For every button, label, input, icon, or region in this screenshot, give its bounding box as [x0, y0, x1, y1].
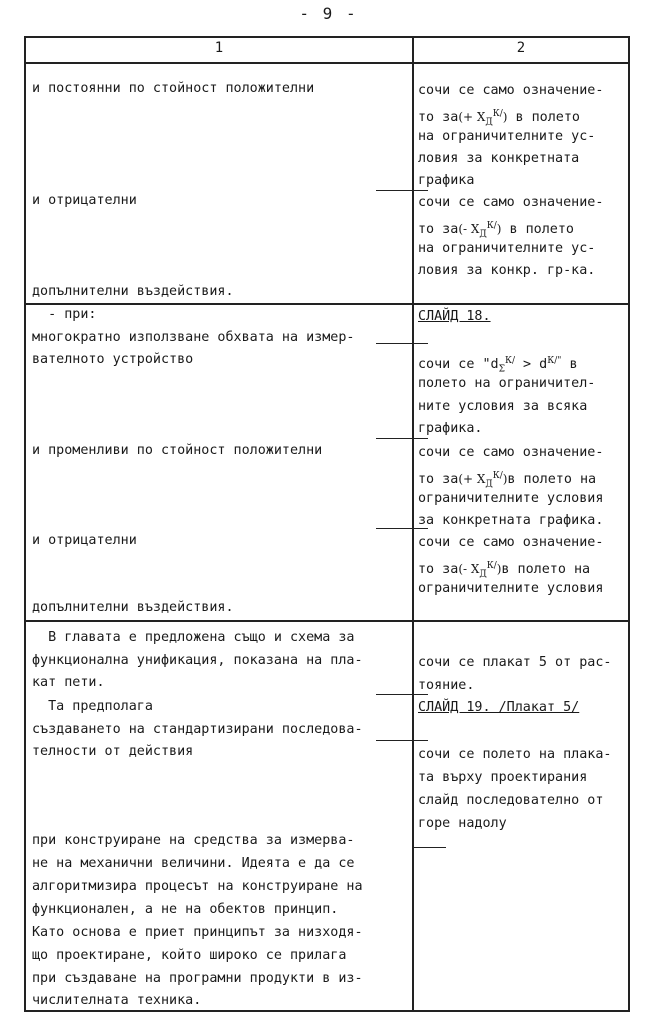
right-text-line: сочи се само означение- [418, 83, 604, 98]
right-text-line: графика [418, 173, 475, 188]
left-text-line: многократно използване обхвата на измер- [32, 330, 355, 345]
right-formula-line: то $за(+ X_Д^{К/})в$ полето на [418, 471, 597, 490]
left-text-line: числителната техника. [32, 993, 202, 1008]
right-text-line: ловия за конкр. гр-ка. [418, 263, 596, 278]
connector-line [376, 343, 428, 344]
left-text-line: при конструиране на средства за измерва- [32, 833, 355, 848]
right-text-line: на ограничителните ус- [418, 129, 596, 144]
right-text-line: сочи се плакат 5 от рас- [418, 655, 612, 670]
left-text-line: Като основа е приет принципът за низходя- [32, 925, 363, 940]
right-text-line: ограничителните условия [418, 581, 604, 596]
left-text-line: - при: [32, 307, 97, 322]
right-formula-line: сочи се "$d_\Sigma^{К/} > d^{К/"}$ в [418, 356, 578, 375]
left-text-line: алгоритмизира процесът на конструиране на [32, 879, 363, 894]
header-rule [24, 62, 630, 64]
left-text-line: и отрицателни [32, 533, 137, 548]
row-divider-2 [24, 620, 630, 622]
column-divider [412, 36, 414, 1012]
left-text-line: създаването на стандартизирани последова- [32, 722, 363, 737]
right-formula-line: то за(- $X_Д^{К/})в$ полето на [418, 561, 591, 580]
right-text-line: та върху проектирания [418, 770, 588, 785]
row-divider-1 [24, 303, 630, 305]
left-text-line: кат пети. [32, 675, 105, 690]
right-text-line: графика. [418, 421, 483, 436]
left-text-line: функционален, а не на обектов принцип. [32, 902, 339, 917]
left-text-line: при създаване на програмни продукти в из- [32, 971, 363, 986]
left-text-line: функционална унификация, показана на пла- [32, 653, 363, 668]
right-text-line: горе надолу [418, 816, 507, 831]
right-formula-line: то за(- $X_Д^{К/}$) в полето [418, 221, 574, 240]
right-text-line: ловия за конкретната [418, 151, 580, 166]
connector-line [412, 847, 446, 848]
right-text-line: сочи се само означение- [418, 195, 604, 210]
right-text-line: тояние. [418, 678, 475, 693]
right-text-line: сочи се само означение- [418, 535, 604, 550]
page-number: - 9 - [299, 4, 358, 23]
left-text-line: телности от действия [32, 744, 194, 759]
left-text-line: допълнителни въздействия. [32, 284, 234, 299]
right-text-line: за конкретната графика. [418, 513, 604, 528]
left-text-line: и постоянни по стойност положителни [32, 81, 315, 96]
right-text-line: на ограничителните ус- [418, 241, 596, 256]
column-header-2: 2 [516, 40, 526, 56]
left-text-line: В главата е предложена също и схема за [32, 630, 355, 645]
right-text-line: полето на ограничител- [418, 376, 596, 391]
left-text-line: и отрицателни [32, 193, 137, 208]
left-text-line: допълнителни въздействия. [32, 600, 234, 615]
column-header-1: 1 [214, 40, 224, 56]
left-text-line: Та предполага [32, 699, 153, 714]
right-text-line: ните условия за всяка [418, 399, 588, 414]
right-text-line: ограничителните условия [418, 491, 604, 506]
left-text-line: що проектиране, който широко се прилага [32, 948, 347, 963]
slide-19-label: СЛАЙД 19. /Плакат 5/ [418, 700, 580, 715]
right-text-line: сочи се само означение- [418, 445, 604, 460]
left-text-line: вателното устройство [32, 352, 194, 367]
right-text-line: слайд последователно от [418, 793, 604, 808]
right-text-line: сочи се полето на плака- [418, 747, 612, 762]
connector-line [376, 740, 428, 741]
slide-18-label: СЛАЙД 18. [418, 309, 491, 324]
left-text-line: не на механични величини. Идеята е да се [32, 856, 355, 871]
right-formula-line: то $за(+ X_Д^{К/})$ в полето [418, 109, 580, 128]
left-text-line: и променливи по стойност положителни [32, 443, 323, 458]
